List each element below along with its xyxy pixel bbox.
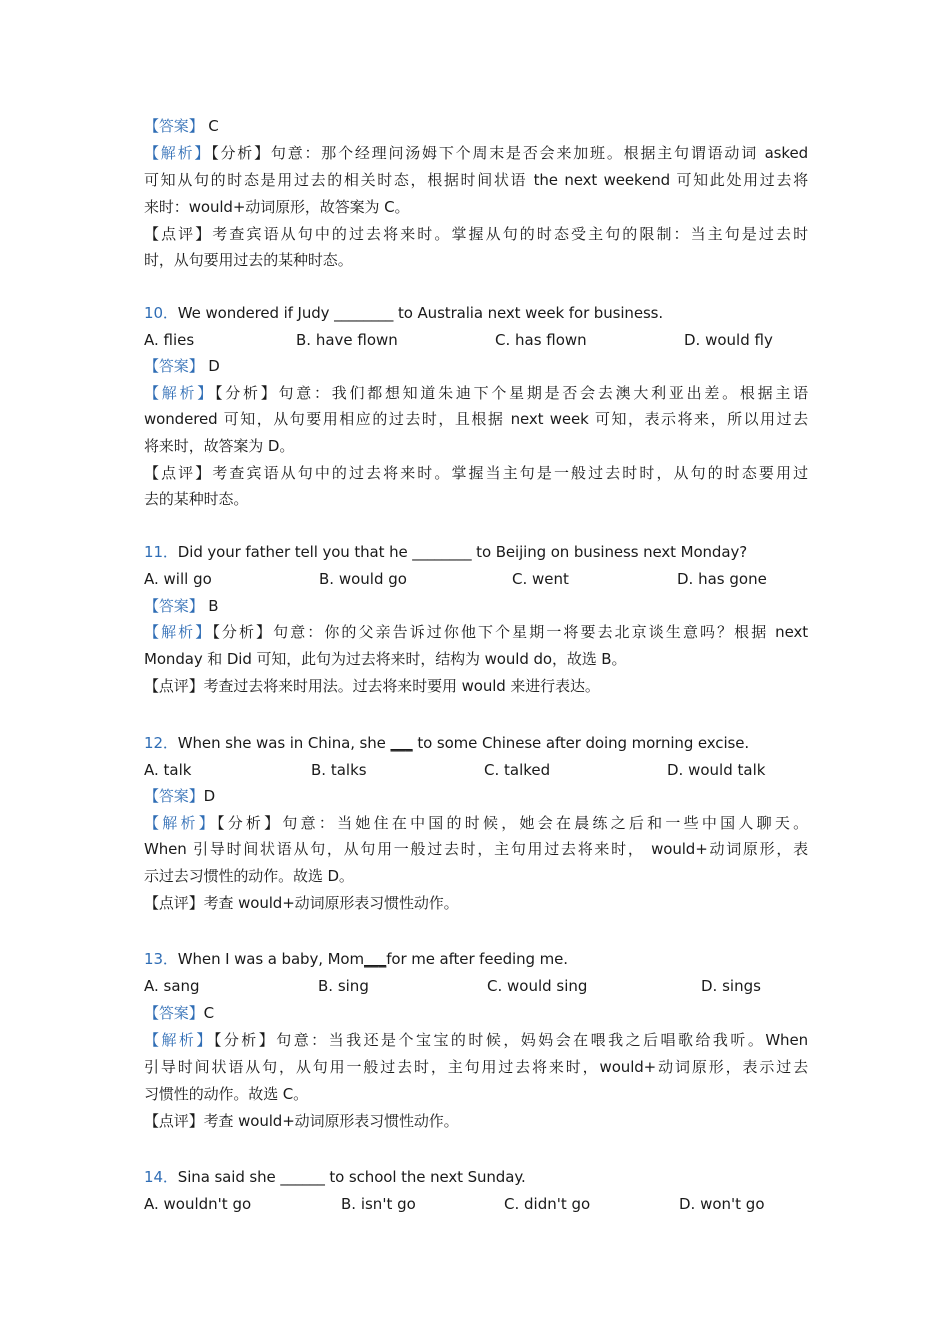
question-number: 14． [144, 1168, 178, 1186]
analysis-text: 引导时间状语从句，从句用一般过去时，主句用过去将来时，would+动词原形，表示过去 [144, 1058, 808, 1076]
comment-text: 【点评】考查 would+动词原形表习惯性动作。 [144, 1112, 459, 1130]
analysis-text: 【分析】句意：你的父亲告诉过你他下个星期一将要去北京谈生意吗？根据 next [212, 623, 808, 641]
analysis-text: 【分析】句意：当她住在中国的时候，她会在晨练之后和一些中国人聊天。 [216, 814, 808, 832]
question-stem [144, 733, 808, 753]
comment-text: 去的某种时态。 [144, 490, 249, 508]
answer-line [144, 116, 808, 136]
analysis-text: 来时：would+动词原形，故答案为 C。 [144, 198, 410, 216]
analysis-line [144, 622, 808, 642]
option-a: A. talk [144, 761, 192, 779]
answer-value: B [208, 597, 219, 615]
question-number: 12． [144, 734, 178, 752]
option-b: B. isn't go [341, 1195, 416, 1213]
option-a: A. will go [144, 570, 212, 588]
question-blank: ___ [390, 734, 413, 752]
comment-text: 时，从句要用过去的某种时态。 [144, 251, 353, 269]
analysis-text: 【分析】句意：当我还是个宝宝的时候，妈妈会在喂我之后唱歌给我听。When [213, 1031, 808, 1049]
answer-value: C [208, 117, 219, 135]
answer-tag: 【答案】 [144, 597, 204, 615]
analysis-line [144, 1030, 808, 1050]
question-number: 11． [144, 543, 178, 561]
analysis-text: When 引导时间状语从句，从句用一般过去时，主句用过去将来时， would+动词原形，表 [144, 840, 808, 858]
option-b: B. sing [318, 977, 369, 995]
analysis-line [144, 383, 808, 403]
analysis-text: wondered 可知，从句要用相应的过去时，且根据 next week 可知，表示将来，所以用过去 [144, 410, 808, 428]
option-c: C. would sing [487, 977, 588, 995]
answer-line [144, 596, 808, 616]
analysis-text: 示过去习惯性的动作。故选 D。 [144, 867, 354, 885]
option-c: C. didn't go [504, 1195, 591, 1213]
option-b: B. talks [311, 761, 367, 779]
option-c: C. talked [484, 761, 551, 779]
question-blank: ___ [364, 950, 387, 968]
comment-text: 【点评】考查宾语从句中的过去将来时。掌握当主句是一般过去时时，从句的时态要用过 [144, 464, 808, 482]
answer-line [144, 356, 808, 376]
answer-tag: 【答案】 [144, 787, 204, 805]
answer-value: D [203, 787, 216, 805]
question-text: for me after feeding me. [386, 950, 568, 968]
question-stem [144, 303, 808, 323]
option-a: A. wouldn't go [144, 1195, 252, 1213]
question-text: When she was in China, she [177, 734, 391, 752]
analysis-text: 将来时，故答案为 D。 [144, 437, 295, 455]
answer-value: C [203, 1004, 214, 1022]
analysis-text: Monday 和 Did 可知，此句为过去将来时，结构为 would do，故选 B。 [144, 650, 627, 668]
answer-tag: 【答案】 [144, 117, 204, 135]
question-stem [144, 1167, 808, 1187]
question-text: Sina said she ______ to school the next Sunday. [177, 1168, 526, 1186]
question-stem [144, 949, 808, 969]
option-d: D. would talk [667, 761, 766, 779]
option-b: B. have flown [296, 331, 398, 349]
comment-text: 【点评】考查 would+动词原形表习惯性动作。 [144, 894, 459, 912]
question-text: Did your father tell you that he ________ to Beijing on business next Monday? [177, 543, 748, 561]
answer-value: D [208, 357, 220, 375]
question-text: to some Chinese after doing morning excise. [412, 734, 750, 752]
analysis-tag: 【解析】 [144, 623, 213, 641]
option-c: C. went [512, 570, 569, 588]
analysis-tag: 【解析】 [144, 144, 212, 162]
option-d: D. won't go [679, 1195, 765, 1213]
question-number: 13． [144, 950, 178, 968]
question-text: We wondered if Judy ________ to Australia next week for business. [177, 304, 664, 322]
answer-line [144, 786, 808, 806]
analysis-text: 习惯性的动作。故选 C。 [144, 1085, 309, 1103]
option-b: B. would go [319, 570, 407, 588]
answer-line [144, 1003, 808, 1023]
analysis-text: 【分析】句意：那个经理问汤姆下个周末是否会来加班。根据主句谓语动词 asked [211, 144, 809, 162]
option-d: D. sings [701, 977, 761, 995]
answer-tag: 【答案】 [144, 1004, 204, 1022]
analysis-text: 可知从句的时态是用过去的相关时态，根据时间状语 the next weekend 可知此处用过去将 [144, 171, 808, 189]
analysis-text: 【分析】句意：我们都想知道朱迪下个星期是否会去澳大利亚出差。根据主语 [214, 384, 808, 402]
comment-text: 【点评】考查过去将来时用法。过去将来时要用 would 来进行表达。 [144, 677, 600, 695]
option-d: D. has gone [677, 570, 767, 588]
analysis-line [144, 813, 808, 833]
question-number: 10． [144, 304, 178, 322]
option-c: C. has flown [495, 331, 587, 349]
question-stem [144, 542, 808, 562]
analysis-line [144, 143, 808, 163]
analysis-tag: 【解析】 [144, 814, 217, 832]
option-a: A. flies [144, 331, 195, 349]
analysis-tag: 【解析】 [144, 384, 215, 402]
option-a: A. sang [144, 977, 200, 995]
comment-text: 【点评】考查宾语从句中的过去将来时。掌握从句的时态受主句的限制：当主句是过去时 [144, 225, 808, 243]
analysis-tag: 【解析】 [144, 1031, 214, 1049]
option-d: D. would fly [684, 331, 773, 349]
answer-tag: 【答案】 [144, 357, 204, 375]
question-text: When I was a baby, Mom [177, 950, 365, 968]
